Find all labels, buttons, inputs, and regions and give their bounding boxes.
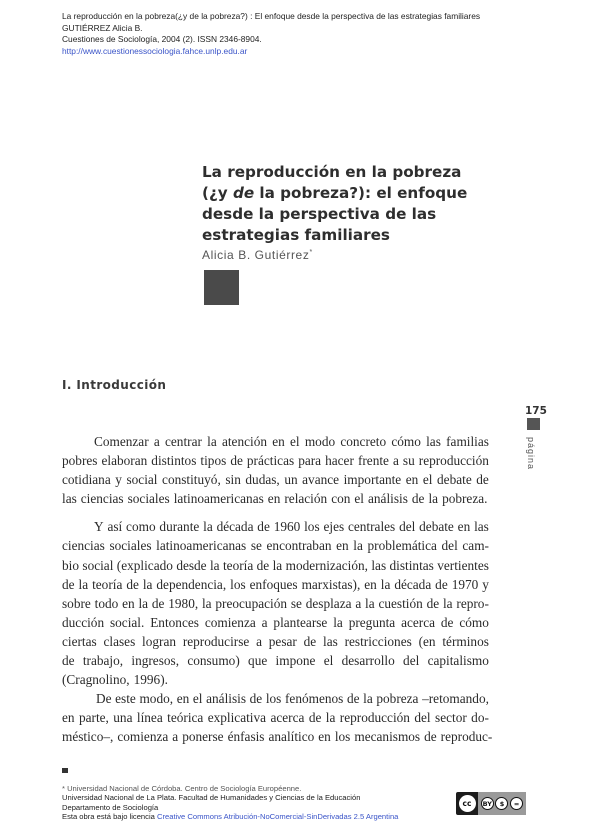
body-line: De este modo, en el análisis de los fenómenos de la pobreza –retomando, [96, 691, 489, 707]
body-line: bio social (explicado desde la teoría de la modernización, las distintas vertientes [62, 557, 489, 573]
license-line [62, 812, 462, 821]
license-link[interactable]: Creative Commons Atribución-NoComercial-SinDerivadas 2.5 Argentina [156, 812, 399, 822]
page-number: 175 [525, 405, 547, 417]
noncommercial-icon: $ [495, 797, 508, 810]
header-journal-line: Cuestiones de Sociología, 2004 (2). ISSN 2346-8904. [62, 34, 262, 45]
body-line: Comenzar a centrar la atención en el modo concreto cómo las familias [94, 434, 489, 449]
title-line-1: La reproducción en la pobreza [202, 163, 462, 181]
footnote-university: Universidad Nacional de La Plata. Facultad de Humanidades y Ciencias de la Educación [62, 793, 361, 803]
attribution-icon: BY [481, 797, 494, 810]
footnote-affiliation: * Universidad Nacional de Córdoba. Centro de Sociología Européenne. [62, 784, 302, 793]
body-line: Y así como durante la década de 1960 los ejes centrales del debate en las [94, 519, 489, 535]
footnote-department: Departamento de Sociología [62, 802, 159, 812]
footnote-separator-mark [62, 768, 68, 773]
article-title-block [202, 162, 492, 262]
title-line-2-italic: de [232, 184, 255, 202]
body-line: ciertas clases logran reproducirse a pesar de las restricciones (en términos [62, 633, 489, 649]
title-line-2a: (¿y [202, 184, 233, 202]
body-line: en parte, una línea teórica explicativa acerca de la reproducción del sector do- [62, 710, 489, 726]
body-line: pobres elaboran distintos tipos de prácticas para hacer frente a su reproducción [62, 453, 489, 469]
page-label: página [526, 437, 536, 471]
body-line: las ciencias sociales latinoamericanas en relación con el análisis de la pobreza. [62, 491, 488, 507]
article-author [202, 248, 492, 262]
body-line: de trabajo, ingresos, consumo) que impone el desarrollo del capitalismo [62, 653, 489, 669]
body-line: (Cragnolino, 1996). [62, 672, 168, 688]
title-line-4: estrategias familiares [202, 226, 390, 244]
page-marker-bar [527, 418, 540, 430]
footnotes [62, 784, 462, 822]
body-line: cotidiana y social constituyó, sin dudas, un avance importante en el debate de [62, 472, 489, 488]
decorative-gray-block [204, 270, 239, 305]
author-name: Alicia B. Gutiérrez [202, 248, 310, 262]
cc-conditions [478, 792, 526, 815]
body-line: sobre todo en la de 1980, la preocupación se desplaza a la cuestión de la repro- [62, 595, 489, 611]
article-body [62, 428, 493, 747]
section-heading: I. Introducción [62, 378, 167, 392]
title-line-3: desde la perspectiva de las [202, 205, 437, 223]
header-title-line: La reproducción en la pobreza(¿y de la pobreza?) : El enfoque desde la perspectiva de las estrategias familiares [62, 11, 481, 21]
body-line: méstico–, comienza a ponerse énfasis analítico en los mecanismos de reproduc- [62, 729, 493, 745]
license-prefix: Esta obra está bajo licencia [62, 812, 157, 822]
document-header [62, 11, 582, 57]
header-journal-link[interactable]: http://www.cuestionessociologia.fahce.unlp.edu.ar [62, 45, 248, 56]
title-line-2b: la pobreza?): el enfoque [254, 184, 468, 202]
body-line: de la teoría de la dependencia, los enfoques marxistas), en la década de 1970 y [62, 576, 489, 592]
article-title [202, 162, 492, 246]
body-line: ducción social. Entonces comienza a plantearse la pregunta acerca de cómo [62, 614, 489, 630]
cc-icon: cc [459, 795, 476, 812]
creative-commons-badge[interactable] [456, 792, 526, 815]
body-line: ciencias sociales latinoamericanas se encontraban en la problemática del cam- [62, 538, 489, 554]
noderivatives-icon: = [510, 797, 523, 810]
cc-main-section [456, 792, 478, 815]
author-footnote-mark: * [309, 249, 313, 256]
header-author-line: GUTIÉRREZ Alicia B. [62, 22, 143, 33]
